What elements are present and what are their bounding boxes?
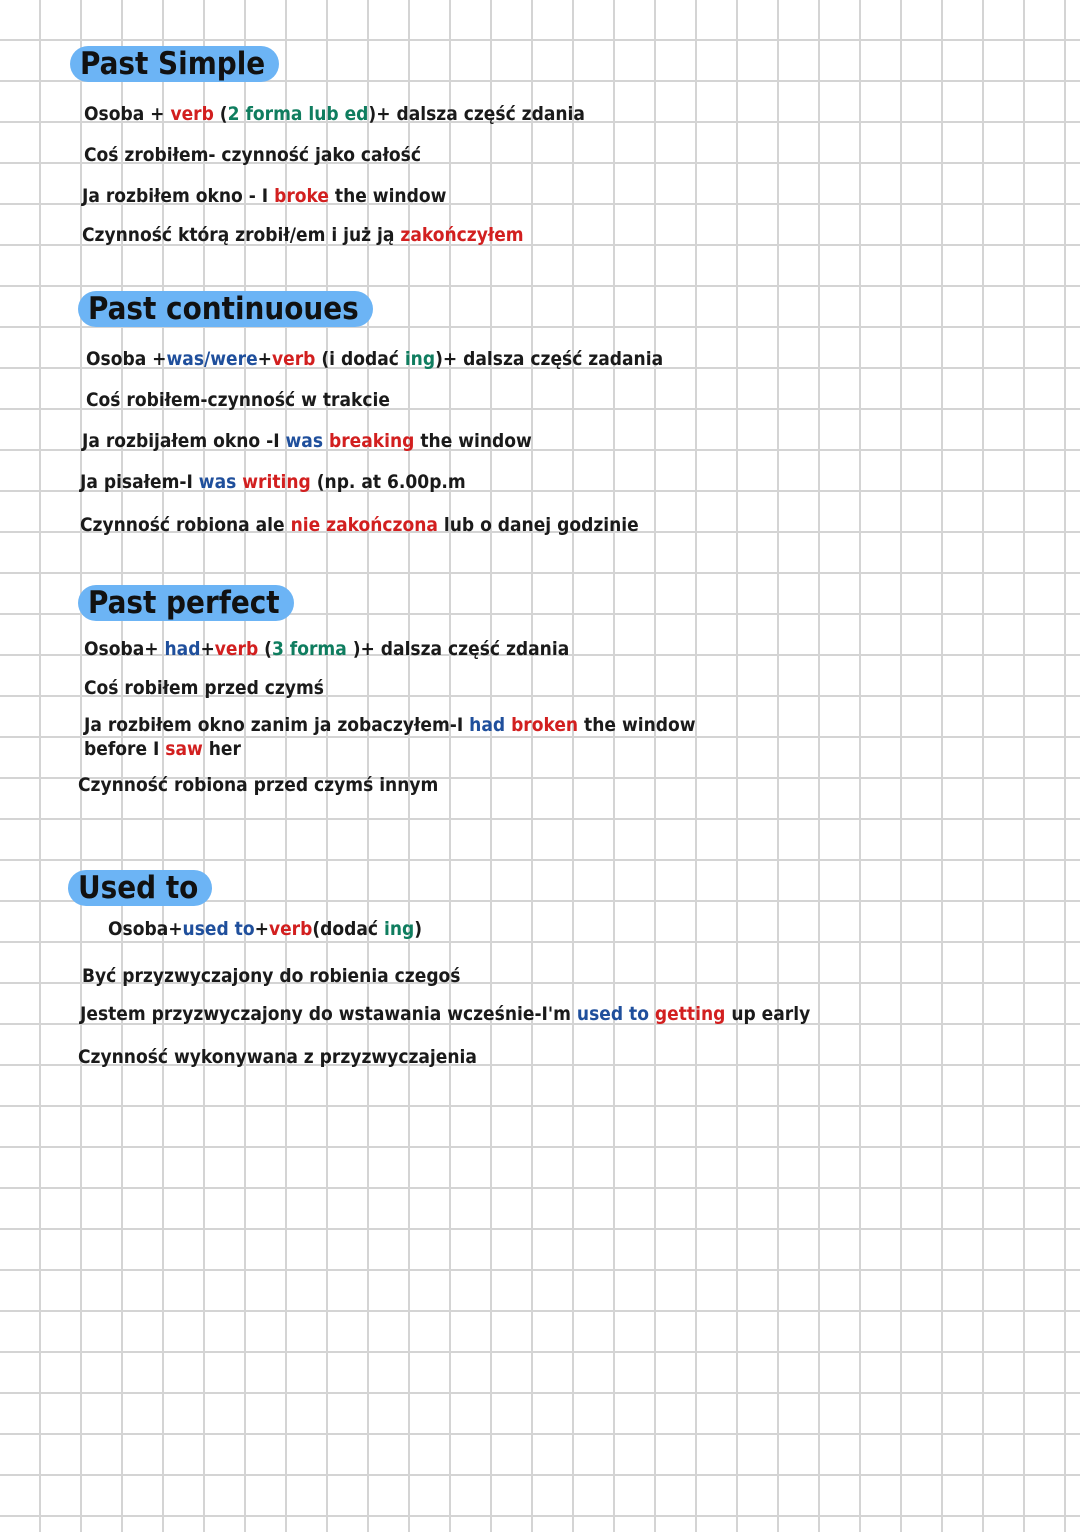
text-segment: writing	[242, 471, 311, 493]
text-segment: Coś robiłem-czynność w trakcie	[86, 389, 390, 411]
s1-line-1	[86, 388, 390, 412]
text-segment: her	[202, 738, 241, 760]
s2-line-1	[84, 676, 324, 700]
heading-past-perfect: Past perfect	[78, 585, 294, 621]
text-segment: was	[198, 471, 237, 493]
s1-line-4	[80, 513, 639, 537]
text-segment: ing	[384, 918, 415, 940]
text-segment: )	[414, 918, 423, 940]
text-segment: the window	[328, 185, 447, 207]
text-segment: (i dodać	[315, 348, 405, 370]
text-segment: Osoba +	[84, 103, 171, 125]
s2-line-3	[78, 773, 438, 797]
text-segment: +	[200, 638, 215, 660]
text-segment: (np. at 6.00p.m	[310, 471, 466, 493]
text-segment: (	[258, 638, 272, 660]
text-segment: lub o danej godzinie	[437, 514, 639, 536]
s1-line-3	[80, 470, 466, 494]
heading-past-continuous: Past continuoues	[78, 291, 373, 327]
text-segment: Czynność wykonywana z przyzwyczajenia	[78, 1046, 477, 1068]
text-segment: Ja pisałem-I	[80, 471, 199, 493]
text-segment: Coś zrobiłem- czynność jako całość	[84, 144, 421, 166]
s2-line-2	[84, 713, 704, 761]
text-segment: Osoba +	[86, 348, 167, 370]
text-segment: 2 forma lub ed	[227, 103, 369, 125]
text-segment: (dodać	[312, 918, 384, 940]
text-segment: Osoba+	[108, 918, 183, 940]
s3-line-1	[82, 964, 460, 988]
text-segment: ing	[404, 348, 436, 370]
text-segment: Ja rozbiłem okno - I	[82, 185, 275, 207]
text-segment: was	[285, 430, 324, 452]
heading-used-to: Used to	[68, 870, 212, 906]
text-segment: up early	[725, 1003, 811, 1025]
s0-line-0	[84, 102, 585, 126]
text-segment: Ja rozbijałem okno -I	[82, 430, 286, 452]
text-segment: Czynność robiona ale	[80, 514, 291, 536]
text-segment: )+ dalsza część zadania	[435, 348, 664, 370]
text-segment: Osoba+	[84, 638, 165, 660]
s1-line-2	[82, 429, 532, 453]
text-segment: broke	[274, 185, 329, 207]
text-segment: (	[213, 103, 228, 125]
text-segment: verb	[268, 918, 313, 940]
text-segment: broken	[511, 714, 579, 736]
s3-line-0	[108, 917, 422, 941]
text-segment: the window before I	[84, 714, 696, 760]
text-segment: Czynność którą zrobił/em i już ją	[82, 224, 401, 246]
text-segment: 3 forma	[271, 638, 353, 660]
text-segment: had	[469, 714, 506, 736]
s0-line-3	[82, 223, 524, 247]
text-segment: )+ dalsza część zdania	[352, 638, 570, 660]
text-segment: +	[254, 918, 269, 940]
text-segment: the window	[414, 430, 532, 452]
heading-past-simple: Past Simple	[70, 46, 279, 82]
text-segment: Coś robiłem przed czymś	[84, 677, 324, 699]
text-segment: used to	[182, 918, 255, 940]
text-segment: used to	[576, 1003, 649, 1025]
text-segment: was/were	[166, 348, 258, 370]
text-segment: +	[257, 348, 272, 370]
text-segment: nie zakończona	[290, 514, 438, 536]
text-segment: Być przyzwyczajony do robienia czegoś	[82, 965, 461, 987]
text-segment: Czynność robiona przed czymś innym	[78, 774, 439, 796]
text-segment: getting	[654, 1003, 726, 1025]
text-segment: )+ dalsza część zdania	[368, 103, 585, 125]
text-segment: Ja rozbiłem okno zanim ja zobaczyłem-I	[84, 714, 470, 736]
text-segment: breaking	[328, 430, 415, 452]
s3-line-3	[78, 1045, 477, 1069]
text-segment: Jestem przyzwyczajony do wstawania wcześnie-I'm	[80, 1003, 577, 1025]
text-segment: had	[164, 638, 201, 660]
text-segment: verb	[170, 103, 214, 125]
s0-line-2	[82, 184, 446, 208]
s0-line-1	[84, 143, 421, 167]
s1-line-0	[86, 347, 663, 371]
s2-line-0	[84, 637, 569, 661]
s3-line-2	[80, 1002, 810, 1026]
text-segment: saw	[165, 738, 203, 760]
text-segment: verb	[272, 348, 316, 370]
text-segment: verb	[214, 638, 259, 660]
text-segment: zakończyłem	[400, 224, 524, 246]
